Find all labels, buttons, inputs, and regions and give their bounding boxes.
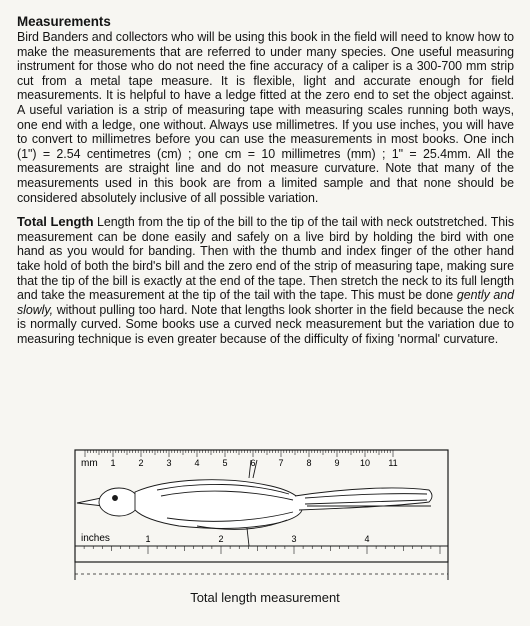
- total-length-paragraph: [17, 215, 514, 346]
- mm-tick-label: 11: [388, 458, 398, 468]
- document-page: [17, 14, 514, 346]
- mm-tick-label: 3: [166, 458, 172, 468]
- measurement-figure: [57, 446, 476, 586]
- mm-tick-label: 7: [278, 458, 284, 468]
- inch-label: inches: [81, 533, 110, 544]
- mm-tick-label: 5: [222, 458, 228, 468]
- bird-illustration: [77, 460, 432, 546]
- mm-tick-label: 6: [250, 458, 256, 468]
- mm-tick-label: 8: [306, 458, 312, 468]
- measurements-paragraph: Bird Banders and collectors who will be using this book in the field will need to know how to make the measurements that are referred to under many species. One useful measuring instrument for those who do not need the fine accuracy of a caliper is a 300-700 mm strip cut from a metal tape measure. It is flexible, light and accurate enough for field measurements. It is helpful to have a ledge fitted at the zero end to set the object against. A useful variation is a strip of measuring tape with measuring scales running both ways, one end with a ledge, one without. Always use millimetres. If you use inches, you will have to convert to millimetres before you can use the measurements in most books. One inch (1") = 2.54 centimetres (cm) ; one cm = 10 millimetres (mm) ; 1" = 25.4mm. All the measurements are straight line and do not measure curvature. Note that many of the measurements used in this book are from a limited sample and that none should be considered absolutely inclusive of all possible variation.: [17, 30, 514, 205]
- total-length-emphasis: gently and slowly,: [17, 288, 514, 317]
- mm-scale: [85, 450, 398, 468]
- measurements-heading: Measurements: [17, 14, 111, 29]
- inch-tick-label: 1: [145, 534, 151, 544]
- total-length-body-a: Length from the tip of the bill to the tip of the tail with neck outstretched. This measurement can be done easily and safely on a live bird by holding the bird with one hand as you would for banding. Then with the thumb and index finger of the other hand take hold of both the bird's bill and the zero end of the strip of measuring tape, making sure that the tip of the bill is exactly at the end of the tape. Then stretch the neck to its full length and take the measurement at the tip of the tail with the tape. This must be done: [17, 215, 514, 303]
- mm-tick-label: 10: [359, 458, 371, 468]
- inch-tick-label: 2: [218, 534, 224, 544]
- total-length-heading: Total Length: [17, 214, 94, 230]
- total-length-body-b: without pulling too hard. Note that lengths look shorter in the field because the neck is normally curved. Some books use a curved neck measurement but the variation due to measuring technique is even greater because of the difficulty of fixing 'normal' curvature.: [17, 302, 514, 346]
- inch-tick-label: 4: [364, 534, 370, 544]
- mm-tick-label: 4: [194, 458, 200, 468]
- inch-tick-label: 3: [291, 534, 297, 544]
- mm-tick-label: 9: [334, 458, 340, 468]
- mm-tick-label: 2: [138, 458, 144, 468]
- mm-tick-label: 1: [110, 458, 116, 468]
- mm-label: mm: [81, 458, 98, 469]
- figure-caption: Total length measurement: [190, 590, 340, 605]
- inch-scale: [75, 534, 440, 554]
